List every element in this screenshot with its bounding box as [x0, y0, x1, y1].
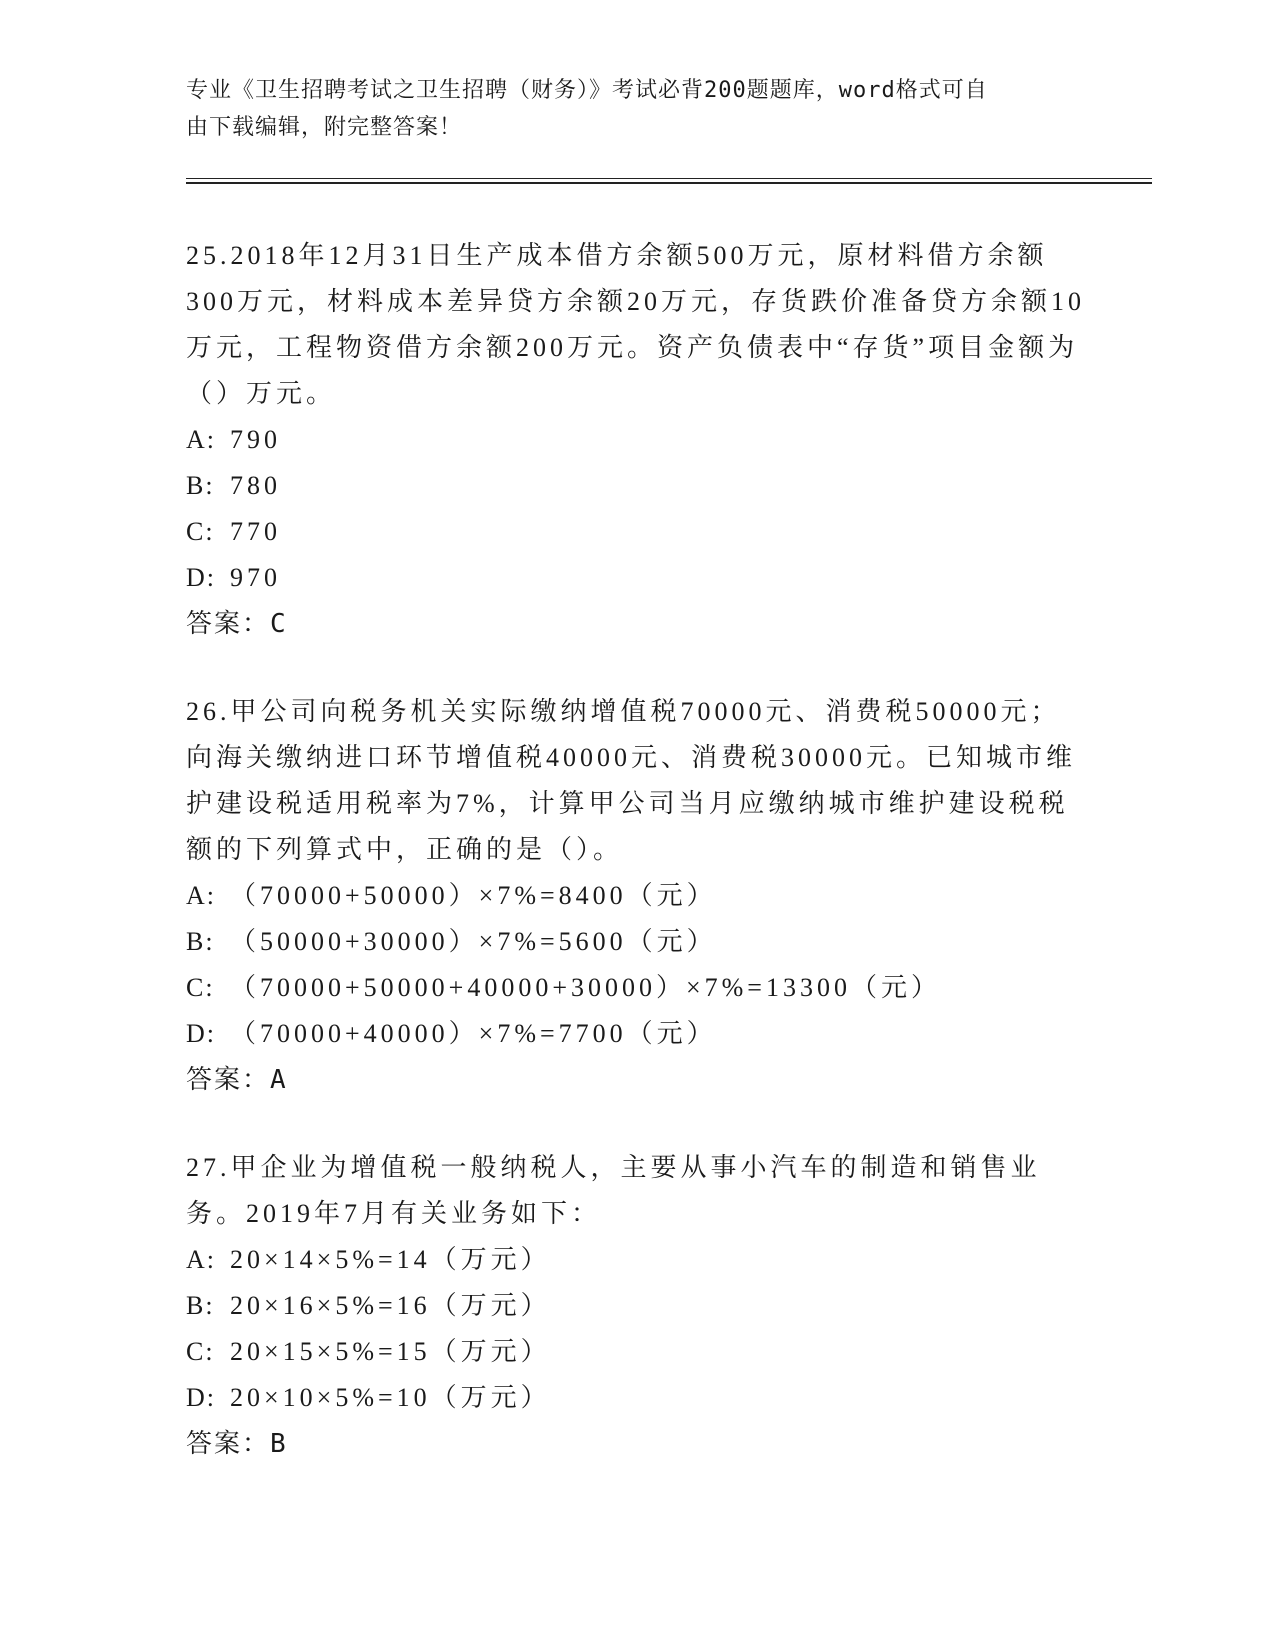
question-26: [186, 689, 1086, 1103]
option-text: 20×15×5%=15（万元）: [230, 1337, 551, 1366]
option-b: [186, 1283, 1086, 1329]
question-25: [186, 233, 1086, 647]
option-text: 20×16×5%=16（万元）: [230, 1291, 551, 1320]
option-letter: B:: [186, 927, 215, 956]
question-27: [186, 1145, 1086, 1467]
option-d: [186, 1011, 1086, 1057]
document-header: [186, 72, 1066, 146]
option-c: [186, 509, 1086, 555]
option-text: 20×10×5%=10（万元）: [230, 1383, 551, 1412]
option-text: （70000+50000）×7%=8400（元）: [230, 881, 717, 910]
option-b: [186, 463, 1086, 509]
answer-line: 答案：A: [186, 1065, 288, 1095]
answer-line: 答案：B: [186, 1429, 288, 1459]
option-letter: B:: [186, 1291, 215, 1320]
option-text: （70000+50000+40000+30000）×7%=13300（元）: [230, 973, 941, 1002]
option-text: 20×14×5%=14（万元）: [230, 1245, 551, 1274]
option-d: [186, 555, 1086, 601]
header-divider-thin: [186, 178, 1152, 179]
option-text: （50000+30000）×7%=5600（元）: [230, 927, 717, 956]
option-letter: B:: [186, 471, 215, 500]
option-letter: C:: [186, 1337, 215, 1366]
option-letter: A:: [186, 881, 216, 910]
option-text: 780: [230, 471, 281, 500]
option-letter: D:: [186, 1019, 216, 1048]
header-line-1: 专业《卫生招聘考试之卫生招聘（财务）》考试必背200题题库，word格式可自: [186, 78, 988, 103]
option-letter: C:: [186, 517, 215, 546]
option-text: （70000+40000）×7%=7700（元）: [230, 1019, 717, 1048]
answer-line: 答案：C: [186, 609, 288, 639]
header-divider-thick: [186, 182, 1152, 184]
question-stem: 27.甲企业为增值税一般纳税人，主要从事小汽车的制造和销售业务。2019年7月有关业务如下：: [186, 1153, 1041, 1228]
option-c: [186, 1329, 1086, 1375]
header-line-2: 由下载编辑，附完整答案！: [186, 115, 463, 140]
question-stem: 25.2018年12月31日生产成本借方余额500万元，原材料借方余额300万元，材料成本差异贷方余额20万元，存货跌价准备贷方余额10万元，工程物资借方余额200万元。资产负债表中“存货”项目金额为（）万元。: [186, 241, 1086, 408]
option-a: [186, 417, 1086, 463]
option-a: [186, 1237, 1086, 1283]
option-b: [186, 919, 1086, 965]
option-a: [186, 873, 1086, 919]
option-letter: A:: [186, 425, 216, 454]
option-letter: D:: [186, 1383, 216, 1412]
option-d: [186, 1375, 1086, 1421]
option-letter: D:: [186, 563, 216, 592]
option-text: 790: [230, 425, 281, 454]
option-text: 770: [230, 517, 281, 546]
option-letter: C:: [186, 973, 215, 1002]
question-stem: 26.甲公司向税务机关实际缴纳增值税70000元、消费税50000元；向海关缴纳进口环节增值税40000元、消费税30000元。已知城市维护建设税适用税率为7%，计算甲公司当月应缴纳城市维护建设税税额的下列算式中，正确的是（）。: [186, 697, 1077, 864]
option-c: [186, 965, 1086, 1011]
option-text: 970: [230, 563, 281, 592]
option-letter: A:: [186, 1245, 216, 1274]
